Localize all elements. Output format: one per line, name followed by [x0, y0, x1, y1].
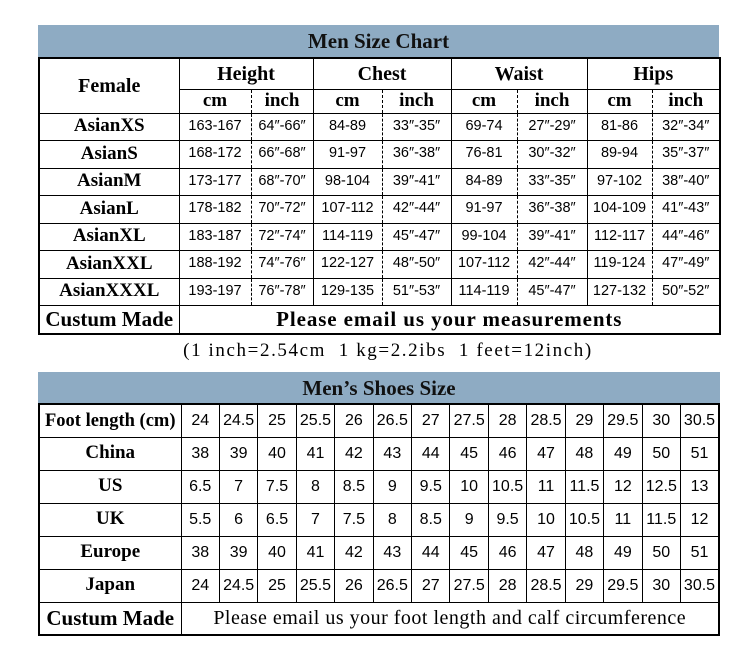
hips-cm-value: 112-117	[587, 223, 652, 251]
chest-column-header: Chest	[313, 58, 451, 89]
waist-column-header: Waist	[451, 58, 587, 89]
chest-inch-value: 39″-41″	[382, 168, 451, 196]
hips-inch-value: 32″-34″	[652, 113, 720, 141]
shoe-size-value: 41	[296, 536, 334, 569]
shoe-row-foot-length	[39, 404, 719, 437]
female-column-header: Female	[39, 58, 179, 113]
size-label: AsianM	[39, 168, 179, 196]
shoe-row-japan	[39, 569, 719, 602]
shoe-rows	[39, 404, 719, 602]
height-cm-value: 173-177	[179, 168, 251, 196]
size-label: AsianXXL	[39, 251, 179, 279]
shoe-size-value: 7	[296, 503, 334, 536]
height-cm-header: cm	[179, 89, 251, 113]
size-label: AsianXL	[39, 223, 179, 251]
hips-cm-value: 127-132	[587, 278, 652, 306]
chest-cm-value: 91-97	[313, 141, 382, 169]
shoe-size-value: 29	[565, 404, 603, 437]
shoe-row-label: China	[39, 437, 181, 470]
shoe-size-value: 12.5	[642, 470, 680, 503]
shoe-size-value: 50	[642, 536, 680, 569]
shoe-size-table	[38, 403, 720, 636]
shoe-size-value: 24	[181, 404, 219, 437]
size-row-asianxxxl	[39, 278, 720, 306]
waist-inch-value: 30″-32″	[517, 141, 587, 169]
shoe-size-value: 46	[488, 536, 526, 569]
shoe-size-value: 11	[604, 503, 642, 536]
hips-inch-value: 47″-49″	[652, 251, 720, 279]
shoe-size-value: 9.5	[488, 503, 526, 536]
height-inch-value: 72″-74″	[251, 223, 313, 251]
hips-inch-value: 50″-52″	[652, 278, 720, 306]
hips-cm-value: 81-86	[587, 113, 652, 141]
shoe-size-value: 38	[181, 437, 219, 470]
height-inch-value: 66″-68″	[251, 141, 313, 169]
shoe-size-value: 10.5	[488, 470, 526, 503]
height-inch-value: 70″-72″	[251, 196, 313, 224]
shoe-row-label: Japan	[39, 569, 181, 602]
shoe-size-value: 8.5	[335, 470, 373, 503]
shoe-size-value: 24	[181, 569, 219, 602]
height-cm-value: 183-187	[179, 223, 251, 251]
shoe-size-value: 6.5	[181, 470, 219, 503]
shoe-row-label: Europe	[39, 536, 181, 569]
hips-inch-value: 38″-40″	[652, 168, 720, 196]
shoe-size-value: 10	[527, 503, 565, 536]
height-inch-header: inch	[251, 89, 313, 113]
shoe-size-value: 43	[373, 437, 411, 470]
chest-cm-value: 114-119	[313, 223, 382, 251]
shoe-size-value: 10	[450, 470, 488, 503]
shoe-size-value: 51	[680, 437, 719, 470]
men-size-chart-title: Men Size Chart	[38, 25, 719, 57]
waist-inch-header: inch	[517, 89, 587, 113]
size-label: AsianS	[39, 141, 179, 169]
shoe-size-value: 25	[258, 404, 296, 437]
height-inch-value: 64″-66″	[251, 113, 313, 141]
shoe-size-value: 8.5	[412, 503, 450, 536]
hips-inch-value: 35″-37″	[652, 141, 720, 169]
height-column-header: Height	[179, 58, 313, 89]
shoe-custom-made-message: Please email us your foot length and calf circumference	[181, 602, 719, 635]
shoe-row-us	[39, 470, 719, 503]
hips-cm-value: 97-102	[587, 168, 652, 196]
shoe-size-value: 9.5	[412, 470, 450, 503]
shoe-size-value: 30	[642, 569, 680, 602]
shoe-size-value: 25	[258, 569, 296, 602]
size-table-header	[39, 58, 720, 113]
hips-cm-header: cm	[587, 89, 652, 113]
size-label: AsianXS	[39, 113, 179, 141]
shoe-size-value: 45	[450, 536, 488, 569]
shoe-size-value: 6.5	[258, 503, 296, 536]
hips-cm-value: 104-109	[587, 196, 652, 224]
shoe-size-value: 26	[335, 404, 373, 437]
shoe-size-value: 50	[642, 437, 680, 470]
height-inch-value: 74″-76″	[251, 251, 313, 279]
shoe-size-value: 45	[450, 437, 488, 470]
custom-made-message: Please email us your measurements	[179, 306, 720, 334]
shoe-size-value: 11.5	[565, 470, 603, 503]
chest-inch-header: inch	[382, 89, 451, 113]
shoe-size-value: 29	[565, 569, 603, 602]
hips-inch-value: 41″-43″	[652, 196, 720, 224]
waist-inch-value: 42″-44″	[517, 251, 587, 279]
shoe-size-value: 11	[527, 470, 565, 503]
shoe-size-value: 7.5	[335, 503, 373, 536]
shoe-size-value: 49	[604, 437, 642, 470]
shoe-size-value: 48	[565, 437, 603, 470]
shoe-size-value: 47	[527, 437, 565, 470]
shoe-size-value: 27	[412, 569, 450, 602]
shoe-size-value: 24.5	[219, 404, 257, 437]
size-row-asianxxl	[39, 251, 720, 279]
chest-cm-value: 98-104	[313, 168, 382, 196]
shoe-size-value: 38	[181, 536, 219, 569]
size-label: AsianXXXL	[39, 278, 179, 306]
chest-inch-value: 45″-47″	[382, 223, 451, 251]
waist-cm-value: 69-74	[451, 113, 517, 141]
shoe-size-value: 26.5	[373, 569, 411, 602]
size-custom-section	[39, 306, 720, 334]
height-cm-value: 193-197	[179, 278, 251, 306]
chest-cm-value: 129-135	[313, 278, 382, 306]
shoe-row-europe	[39, 536, 719, 569]
shoe-size-value: 30	[642, 404, 680, 437]
shoe-size-value: 28	[488, 569, 526, 602]
hips-cm-value: 119-124	[587, 251, 652, 279]
hips-inch-value: 44″-46″	[652, 223, 720, 251]
shoe-size-value: 26	[335, 569, 373, 602]
height-cm-value: 178-182	[179, 196, 251, 224]
shoe-size-value: 41	[296, 437, 334, 470]
waist-inch-value: 45″-47″	[517, 278, 587, 306]
shoe-size-value: 30.5	[680, 569, 719, 602]
shoe-row-uk	[39, 503, 719, 536]
shoe-size-value: 8	[373, 503, 411, 536]
chest-cm-value: 122-127	[313, 251, 382, 279]
waist-inch-value: 39″-41″	[517, 223, 587, 251]
waist-cm-header: cm	[451, 89, 517, 113]
size-row-asians	[39, 141, 720, 169]
waist-cm-value: 76-81	[451, 141, 517, 169]
shoe-size-value: 43	[373, 536, 411, 569]
chest-cm-value: 84-89	[313, 113, 382, 141]
shoe-size-value: 10.5	[565, 503, 603, 536]
waist-inch-value: 36″-38″	[517, 196, 587, 224]
group-header-row	[39, 58, 720, 89]
height-cm-value: 168-172	[179, 141, 251, 169]
chest-inch-value: 33″-35″	[382, 113, 451, 141]
shoe-size-value: 9	[450, 503, 488, 536]
shoe-size-value: 28.5	[527, 569, 565, 602]
chest-cm-header: cm	[313, 89, 382, 113]
shoe-size-value: 40	[258, 536, 296, 569]
shoe-size-value: 44	[412, 536, 450, 569]
shoe-row-china	[39, 437, 719, 470]
shoe-size-value: 8	[296, 470, 334, 503]
height-inch-value: 68″-70″	[251, 168, 313, 196]
waist-cm-value: 114-119	[451, 278, 517, 306]
shoe-row-label: US	[39, 470, 181, 503]
chest-inch-value: 48″-50″	[382, 251, 451, 279]
shoe-row-label: UK	[39, 503, 181, 536]
shoe-size-value: 25.5	[296, 404, 334, 437]
shoe-size-value: 42	[335, 437, 373, 470]
size-rows	[39, 113, 720, 306]
shoe-row-label: Foot length (cm)	[39, 404, 181, 437]
size-row-asianm	[39, 168, 720, 196]
waist-cm-value: 99-104	[451, 223, 517, 251]
shoe-size-value: 7	[219, 470, 257, 503]
shoe-size-value: 9	[373, 470, 411, 503]
size-row-asianxs	[39, 113, 720, 141]
chest-cm-value: 107-112	[313, 196, 382, 224]
size-row-asianxl	[39, 223, 720, 251]
shoe-size-value: 29.5	[604, 404, 642, 437]
waist-cm-value: 107-112	[451, 251, 517, 279]
custom-made-row	[39, 306, 720, 334]
shoe-size-value: 5.5	[181, 503, 219, 536]
shoe-size-value: 40	[258, 437, 296, 470]
shoe-size-value: 39	[219, 437, 257, 470]
shoe-size-value: 27.5	[450, 569, 488, 602]
shoe-size-value: 46	[488, 437, 526, 470]
unit-conversion-note: (1 inch=2.54cm 1 kg=2.2ibs 1 feet=12inch)	[183, 340, 593, 361]
hips-column-header: Hips	[587, 58, 720, 89]
shoe-size-value: 12	[604, 470, 642, 503]
shoe-size-value: 49	[604, 536, 642, 569]
height-cm-value: 188-192	[179, 251, 251, 279]
height-inch-value: 76″-78″	[251, 278, 313, 306]
shoe-size-value: 28	[488, 404, 526, 437]
shoe-custom-section	[39, 602, 719, 635]
shoe-size-title: Men’s Shoes Size	[38, 372, 720, 403]
shoe-size-value: 47	[527, 536, 565, 569]
shoe-size-value: 24.5	[219, 569, 257, 602]
waist-inch-value: 27″-29″	[517, 113, 587, 141]
chest-inch-value: 51″-53″	[382, 278, 451, 306]
shoe-size-value: 13	[680, 470, 719, 503]
shoe-size-value: 51	[680, 536, 719, 569]
shoe-size-value: 12	[680, 503, 719, 536]
custom-made-label: Custum Made	[39, 306, 179, 334]
shoe-size-value: 7.5	[258, 470, 296, 503]
waist-cm-value: 84-89	[451, 168, 517, 196]
shoe-size-value: 27	[412, 404, 450, 437]
waist-inch-value: 33″-35″	[517, 168, 587, 196]
height-cm-value: 163-167	[179, 113, 251, 141]
shoe-size-value: 30.5	[680, 404, 719, 437]
shoe-custom-made-label: Custum Made	[39, 602, 181, 635]
hips-inch-header: inch	[652, 89, 720, 113]
shoe-size-value: 29.5	[604, 569, 642, 602]
chest-inch-value: 36″-38″	[382, 141, 451, 169]
chest-inch-value: 42″-44″	[382, 196, 451, 224]
shoe-size-value: 26.5	[373, 404, 411, 437]
shoe-size-value: 11.5	[642, 503, 680, 536]
shoe-size-value: 27.5	[450, 404, 488, 437]
size-label: AsianL	[39, 196, 179, 224]
size-row-asianl	[39, 196, 720, 224]
shoe-custom-made-row	[39, 602, 719, 635]
waist-cm-value: 91-97	[451, 196, 517, 224]
shoe-size-value: 39	[219, 536, 257, 569]
shoe-size-value: 6	[219, 503, 257, 536]
shoe-size-value: 28.5	[527, 404, 565, 437]
shoe-size-value: 25.5	[296, 569, 334, 602]
shoe-size-value: 42	[335, 536, 373, 569]
shoe-size-value: 48	[565, 536, 603, 569]
hips-cm-value: 89-94	[587, 141, 652, 169]
shoe-size-value: 44	[412, 437, 450, 470]
men-size-table	[38, 57, 721, 335]
